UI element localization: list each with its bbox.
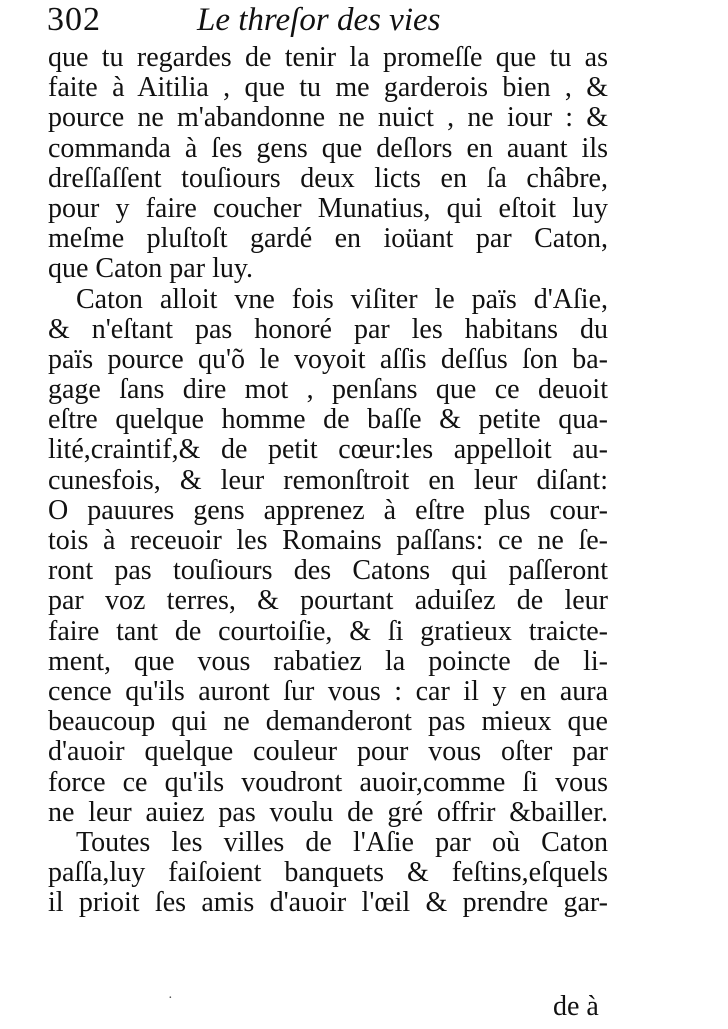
paragraph-end-line: ne leur auiez pas voulu de gré offrir &bailler. <box>48 797 608 828</box>
running-title: Le threſor des vies <box>197 2 441 38</box>
paragraph-start-line: Toutes les villes de l'Aſie par où Caton <box>76 827 608 858</box>
body-text <box>48 43 608 918</box>
catchword: de à <box>553 991 599 1022</box>
text-line: lité,craintif,& de petit cœur:les appelloit au- <box>48 435 608 466</box>
text-line: cence qu'ils auront ſur vous : car il y en aura <box>48 676 608 707</box>
text-line: païs pource qu'õ le voyoit aſſis deſſus ſon ba- <box>48 344 608 375</box>
text-line: il prioit ſes amis d'auoir l'œil & prendre gar- <box>48 888 608 919</box>
text-line: que tu regardes de tenir la promeſſe que tu as <box>48 43 608 73</box>
page-number: 302 <box>47 1 101 38</box>
text-line: ment, que vous rabatiez la poincte de li- <box>48 646 608 677</box>
text-line: dreſſaſſent touſiours deux licts en ſa châbre, <box>48 163 608 194</box>
text-line: eſtre quelque homme de baſſe & petite qua- <box>48 405 608 436</box>
text-line: O pauures gens apprenez à eſtre plus cour- <box>48 495 608 526</box>
paragraph-start-line: Caton alloit vne fois viſiter le païs d'Aſie, <box>76 284 608 315</box>
text-line: paſſa,luy faiſoient banquets & feſtins,eſquels <box>48 858 608 889</box>
text-line: beaucoup qui ne demanderont pas mieux que <box>48 707 608 738</box>
text-line: pource ne m'abandonne ne nuict , ne iour : & <box>48 103 608 134</box>
text-line: faite à Aitilia , que tu me garderois bien , & <box>48 73 608 104</box>
page-header <box>47 0 667 40</box>
text-line: meſme pluſtoſt gardé en ioüant par Caton, <box>48 224 608 255</box>
text-line: & n'eſtant pas honoré par les habitans du <box>48 314 608 345</box>
text-line: faire tant de courtoiſie, & ſi gratieux traicte- <box>48 616 608 647</box>
text-line: commanda à ſes gens que deſlors en auant ils <box>48 133 608 164</box>
text-line: cunesfois, & leur remonſtroit en leur diſant: <box>48 465 608 496</box>
paragraph-end-line: que Caton par luy. <box>48 254 254 285</box>
text-line: pour y faire coucher Munatius, qui eſtoit luy <box>48 193 608 224</box>
ink-speck: · <box>168 991 173 1006</box>
text-line: par voz terres, & pourtant aduiſez de leur <box>48 586 608 617</box>
text-line: d'auoir quelque couleur pour vous oſter par <box>48 737 608 768</box>
text-line: force ce qu'ils voudront auoir,comme ſi vous <box>48 767 608 798</box>
text-line: gage ſans dire mot , penſans que ce deuoit <box>48 375 608 406</box>
text-line: ront pas touſiours des Catons qui paſſeront <box>48 556 608 587</box>
text-line: tois à receuoir les Romains paſſans: ce ne ſe- <box>48 526 608 556</box>
